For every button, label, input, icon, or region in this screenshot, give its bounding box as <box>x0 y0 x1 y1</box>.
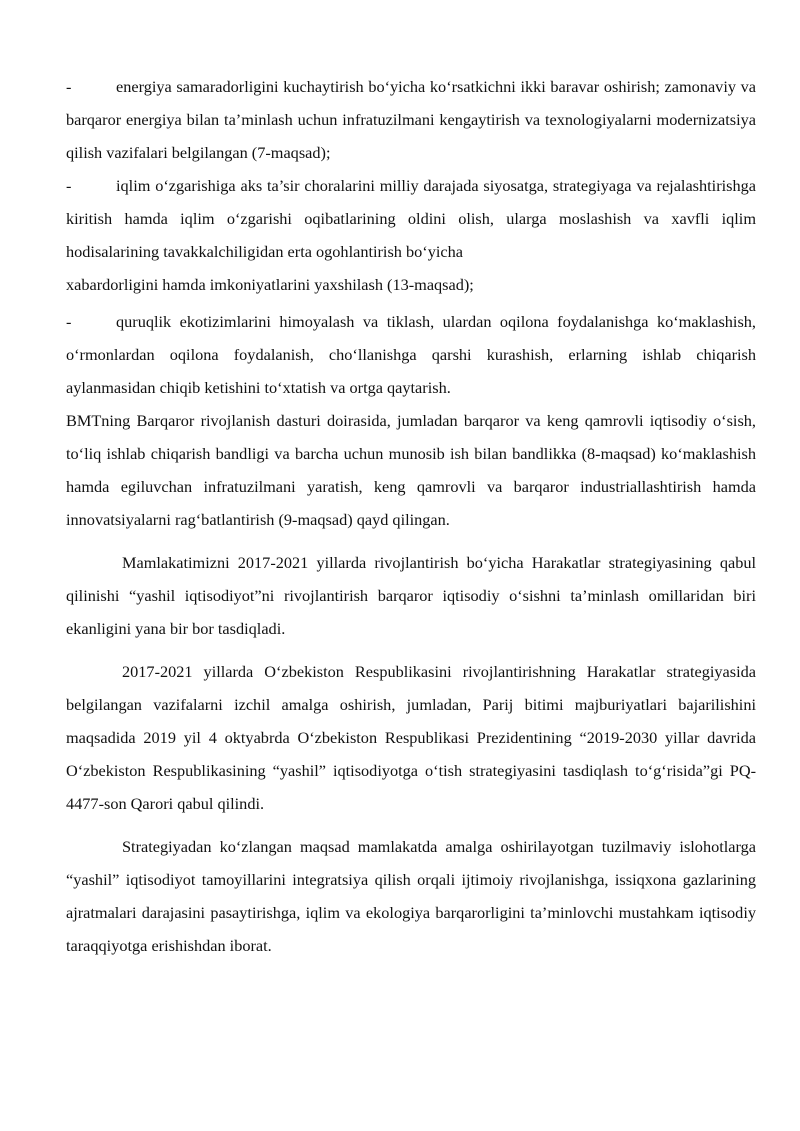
bullet-land-text: quruqlik ekotizimlarini himoyalash va tiklash, ulardan oqilona foydalanishga ko‘maklashish, o‘rmonlardan oqilona foydalanish, cho‘llanishga qarshi kurashish, erlarning ishlab chiqarish aylanmasidan chiqib ketishini to‘xtatish va ortga qaytarish. <box>66 312 756 397</box>
paragraph-strategy-goal: Strategiyadan ko‘zlangan maqsad mamlakatda amalga oshirilayotgan tuzilmaviy islohotlarga “yashil” iqtisodiyot tamoyillarini integratsiya qilish orqali ijtimoiy rivojlanishga, issiqxona gazlarining ajratmalari darajasini pasaytirishga, iqlim va ekologiya barqarorligini ta’minlovchi mustahkam iqtisodiy taraqqiyotga erishishdan iborat. <box>66 837 756 955</box>
bullet-climate-text: iqlim o‘zgarishiga aks ta’sir choralarini milliy darajada siyosatga, strategiyaga va rejalashtirishga kiritish hamda iqlim o‘zgarishi oqibatlarining oldini olish, ularga moslashish va xavfli iqlim hodisalarining tavakkalchiligidan erta ogohlantirish bo‘yicha <box>66 176 756 261</box>
bullet-land <box>66 305 756 404</box>
spacer <box>66 536 756 546</box>
paragraph-resolution: 2017-2021 yillarda O‘zbekiston Respublikasini rivojlantirishning Harakatlar strategiyasida belgilangan vazifalarni izchil amalga oshirish, jumladan, Parij bitimi majburiyatlari bajarilishini maqsadida 2019 yil 4 oktyabrda O‘zbekiston Respublikasi Prezidentining “2019-2030 yillar davrida O‘zbekiston Respublikasining “yashil” iqtisodiyotga o‘tish strategiyasini tasdiqlash to‘g‘risida”gi PQ-4477-son Qarori qabul qilindi. <box>66 662 756 813</box>
bullet-climate <box>66 169 756 268</box>
bullet-dash: - <box>66 176 72 195</box>
bullet-energy <box>66 70 756 169</box>
spacer <box>66 645 756 655</box>
paragraph-bmt: BMTning Barqaror rivojlanish dasturi doirasida, jumladan barqaror va keng qamrovli iqtisodiy o‘sish, to‘liq ishlab chiqarish bandligi va barcha uchun munosib ish bilan bandlikka (8-maqsad) ko‘maklashish hamda egiluvchan infratuzilmani yaratish, keng qamrovli va barqaror industriallashtirish hamda innovatsiyalarni rag‘batlantirish (9-maqsad) qayd qilingan. <box>66 411 756 529</box>
bullet-climate-tail: xabardorligini hamda imkoniyatlarini yaxshilash (13-maqsad); <box>66 275 474 294</box>
spacer <box>66 820 756 830</box>
paragraph-action-strategy: Mamlakatimizni 2017-2021 yillarda rivojlantirish bo‘yicha Harakatlar strategiyasining qabul qilinishi “yashil iqtisodiyot”ni rivojlantirish barqaror iqtisodiy o‘sishni ta’minlash omillaridan biri ekanligini yana bir bor tasdiqladi. <box>66 553 756 638</box>
bullet-dash: - <box>66 77 72 96</box>
document-page <box>66 70 756 962</box>
bullet-energy-text: energiya samaradorligini kuchaytirish bo‘yicha ko‘rsatkichni ikki baravar oshirish; zamonaviy va barqaror energiya bilan ta’minlash uchun infratuzilmani kengaytirish va texnologiyalarni modernizatsiya qilish vazifalari belgilangan (7-maqsad); <box>66 77 756 162</box>
bullet-dash: - <box>66 312 72 331</box>
